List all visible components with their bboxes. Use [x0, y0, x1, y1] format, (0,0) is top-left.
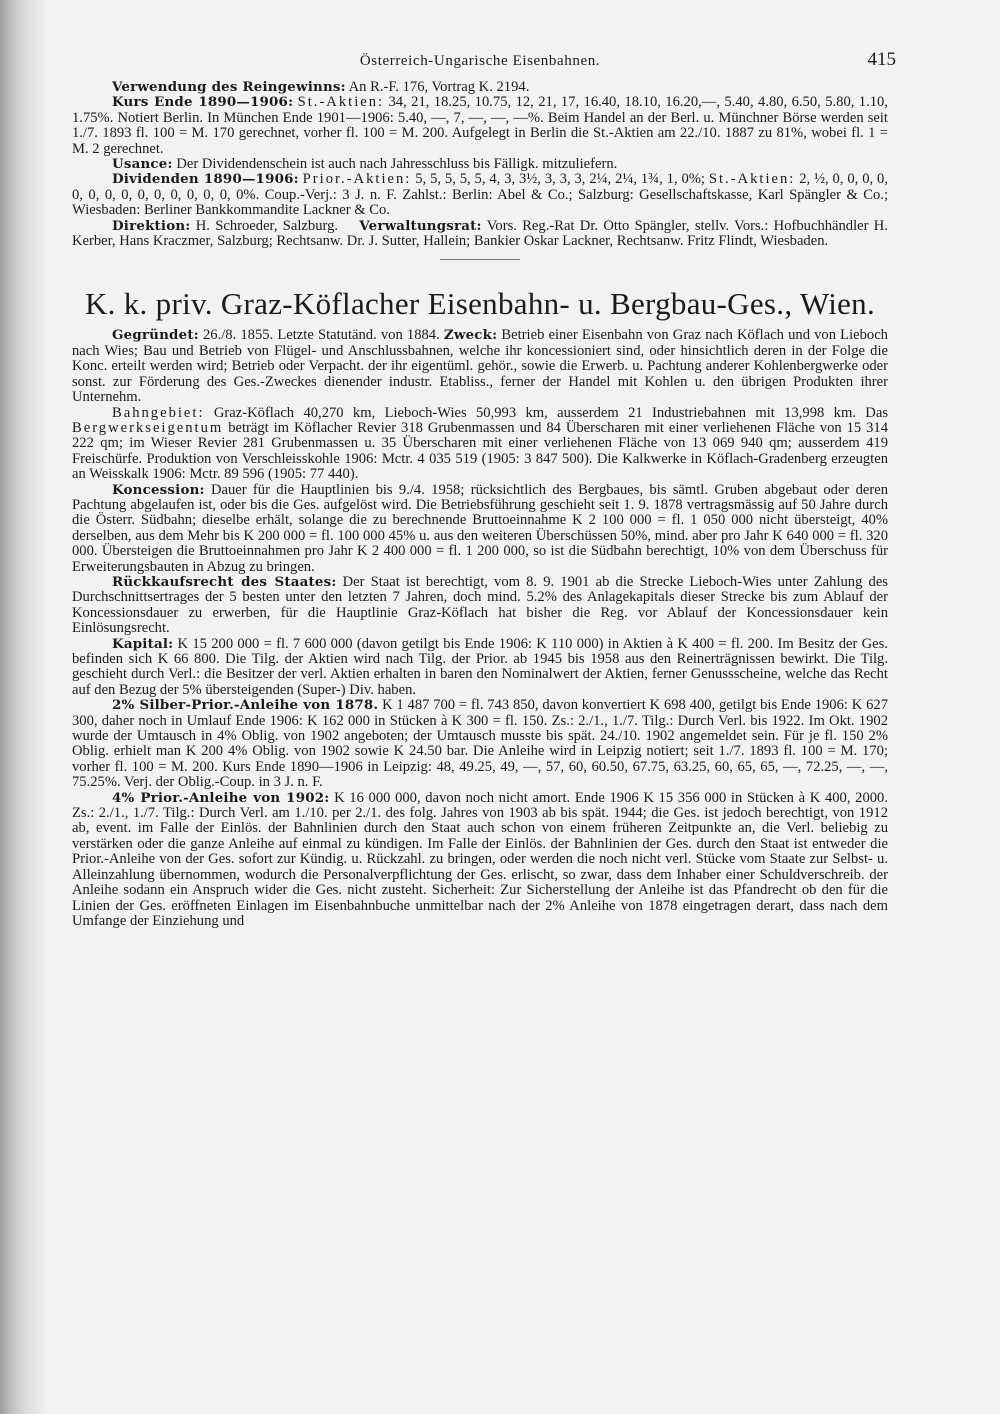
label-common-shares-2: St.-Aktien:: [708, 171, 796, 188]
page-header: [72, 49, 896, 80]
document-page: [72, 49, 896, 929]
paragraph-founded: [72, 328, 888, 405]
label-common-shares: St.-Aktien:: [297, 94, 385, 111]
paragraph-railway-area: [72, 406, 888, 483]
heading-profit-use: Verwendung des Reingewinns:: [112, 79, 346, 95]
text-buyback-right: Der Staat ist berechtigt, vom 8. 9. 1901 ab die Strecke Lieboch-Wies unter Zahlung des Durchschnittsertrages der 5 besten unter den letzten 7 Jahren, doch mind. 5.2% des Anlagekapitals dieser Strecke bis zum Ablauf der Koncessionsdauer zu erwerben, für die Hauptlinie Graz-Köflach hat bisher die Reg. vor Ablauf der Koncessionsdauer kein Einlösungsrecht.: [72, 573, 888, 637]
paragraph-loan-1902: [72, 791, 888, 930]
label-mining-property: Bergwerkseigentum: [72, 419, 224, 436]
heading-buyback-right: Rückkaufsrecht des Staates:: [112, 573, 337, 590]
paragraph-price-history: [72, 95, 888, 157]
paragraph-buyback-right: [72, 575, 888, 637]
text-purpose: Betrieb einer Eisenbahn von Graz nach Köflach und von Lieboch nach Wies; Bau und Betrieb von Flügel- und Anschlussbahnen, welche ihr koncessioniert sind, oder hinsichtlich deren in der Folge die Konc. erteilt werden wird; Betrieb oder Verpacht. der ihr eigentüml. gehör., sowie die Erwerb. u. Pachtung anderer Kohlenbergwerke oder sonst. zur Förderung des Ges.-Zweckes dienender industr. Etabliss., ferner der Handel mit Kohlen u. den übrigen Produkten ihrer Unternehm.: [72, 327, 888, 406]
heading-board: Verwaltungsrat:: [359, 217, 482, 234]
text-mining-property: beträgt im Köflacher Revier 318 Grubenmassen und 84 Überscharen mit einer verliehenen Fläche von 15 314 222 qm; im Wieser Revier 281 Grubenmassen u. 35 Überscharen mit einer verliehenen Fläche von 13 069 940 qm; ausserdem 419 Freischürfe. Produktion von Verschleisskohle 1906: Mctr. 4 035 519 (1905: 3 847 500). Die Kalkwerke in Köflach-Gradenberg erzeugten an Weisskalk 1906: Mctr. 89 596 (1905: 77 440).: [72, 419, 888, 483]
section-title: K. k. priv. Graz-Köflacher Eisenbahn- u. Bergbau-Ges., Wien.: [84, 286, 876, 322]
text-board: Vors. Reg.-Rat Dr. Otto Spängler, stellv. Vors.: Hofbuchhändler H. Kerber, Hans Kraczmer, Salzburg; Rechtsanw. Dr. J. Sutter, Hallein; Bankier Oskar Lackner, Rechtsanw. Fritz Flindt, Wiesbaden.: [72, 217, 888, 250]
heading-capital: Kapital:: [112, 635, 174, 652]
text-dividends-common: 2, ½, 0, 0, 0, 0, 0, 0, 0, 0, 0, 0, 0, 0, 0, 0, 0%. Coup.-Verj.: 3 J. n. F. Zahlst.: Berlin: Abel & Co.; Salzburg: Gesellschaftskasse, Karl Spängler & Co.; Wiesbaden: Berliner Bankkommandite Lackner & Co.: [72, 171, 888, 219]
text-railway-area: Graz-Köflach 40,270 km, Lieboch-Wies 50,993 km, ausserdem 21 Industriebahnen mit 13,998 km. Das: [213, 404, 888, 421]
text-dividends-preferred: 5, 5, 5, 5, 5, 4, 3, 3½, 3, 3, 3, 2¼, 2¼, 1¾, 1, 0%;: [415, 171, 705, 188]
heading-concession: Koncession:: [112, 481, 205, 498]
page-number: 415: [867, 49, 896, 70]
heading-founded: Gegründet:: [112, 327, 199, 344]
running-title: Österreich-Ungarische Eisenbahnen.: [359, 53, 601, 69]
heading-silver-loan: 2% Silber-Prior.-Anleihe von 1878.: [112, 697, 379, 714]
paragraph-concession: [72, 483, 888, 575]
text-founded: 26./8. 1855. Letzte Statutänd. von 1884.: [203, 327, 440, 344]
paragraph-management: [72, 219, 888, 250]
paragraph-dividends: [72, 172, 888, 218]
paragraph-profit-use: [72, 80, 888, 95]
heading-dividends: Dividenden 1890—1906:: [112, 171, 299, 188]
text-price-history: 34, 21, 18.25, 10.75, 12, 21, 17, 16.40, 18.10, 16.20,—, 5.40, 4.80, 6.50, 5.80, 1.10, 1.75%. Notiert Berlin. In München Ende 1901—1906: 5.40, —, 7, —, —, —%. Beim Handel an der Berl. u. Münchner Börse werden seit 1./7. 1893 fl. 100 = M. 170 gerechnet, vorher fl. 100 = M. 200. Aufgelegt in Berlin die St.-Aktien am 22./10. 1887 zu 81%, wobei fl. 1 = M. 2 gerechnet.: [72, 94, 888, 157]
text-usance: Der Dividendenschein ist auch nach Jahresschluss bis Fälligk. mitzuliefern.: [176, 156, 618, 173]
heading-purpose: Zweck:: [443, 327, 498, 344]
text-capital: K 15 200 000 = fl. 7 600 000 (davon getilgt bis Ende 1906: K 110 000) in Aktien à K 400 = fl. 200. Im Besitz der Ges. befinden sich K 66 800. Die Tilg. der Aktien wird nach Tilg. der Prior. ab 1945 bis 1958 aus den Reinerträgnissen bewirkt. Die Tilg. geschieht durch Verl.: die Besitzer der verl. Aktien erhalten in baren den Nominalwert der Aktien, ferner Genussscheine, welche das Recht auf den Bezug der 5% übersteigenden (Super-) Div. haben.: [72, 635, 888, 698]
label-preferred-shares: Prior.-Aktien:: [302, 171, 412, 188]
label-railway-area: Bahngebiet:: [112, 404, 205, 421]
text-direction: H. Schroeder, Salzburg.: [195, 217, 339, 234]
text-loan-1902: K 16 000 000, davon noch nicht amort. Ende 1906 K 15 356 000 in Stücken à K 400, 2000. Zs.: 2./1., 1./7. Tilg.: Durch Verl. am 1./10. per 2./1. des folg. Jahres von 1903 ab bis spät. 1944; die Ges. ist jedoch berechtigt, von 1912 ab, event. im Falle der Einlös. der Bahnlinien durch den Staat auch schon von einem früheren Zeitpunkte an, die Verl. beliebig zu verstärken oder die ganze Anleihe auf einmal zu kündigen. Im Falle der Einlös. der Bahnlinien der Ges. durch den Staat ist entweder die Prior.-Anleihe von der Ges. sofort zur Kündig. u. Rückzahl. zu bringen, oder werden die noch nicht verl. Stücke vom Staate zur Selbst- u. Alleinzahlung übernommen, wodurch die Personalverpflichtung der Ges. erlischt, so zwar, dass dem Inhaber einer Schuldverschreib. der Anleihe sodann ein Anspruch wider die Ges. nicht zusteht. Sicherheit: Zur Sicherstellung der Anleihe ist das Pfandrecht ob den für die Linien der Ges. eröffneten Einlagen im Eisenbahnbuche unmittelbar nach der 2% Anleihe von 1878 eingetragen derart, dass nach dem Umfange der Einziehung und: [72, 789, 888, 929]
text-concession: Dauer für die Hauptlinien bis 9./4. 1958; rücksichtlich des Bergbaues, bis sämtl. Gruben abgebaut oder deren Pachtung abgelaufen ist, oder bis die Ges. aufgelöst wird. Die Betriebsführung geschieht seit 1. 9. 1878 vertragsmässig auf 50 Jahre durch die Österr. Südbahn; dieselbe erhält, solange die zu berechnende Bruttoeinnahme K 2 100 000 = fl. 1 050 000 nicht übersteigt, 40% derselben, aus dem Mehr bis K 200 000 = fl. 100 000 45% u. aus den weiteren Überschüssen 50%, mind. aber pro Jahr K 640 000 = fl. 320 000. Übersteigen die Bruttoeinnahmen pro Jahr K 2 400 000 = fl. 1 200 000, so ist die Südbahn berechtigt, 10% von dem Überschuss für Erweiterungsbauten in Abzug zu bringen.: [72, 481, 888, 575]
paragraph-silver-loan: [72, 698, 888, 790]
heading-usance: Usance:: [112, 156, 173, 173]
heading-direction: Direktion:: [112, 217, 191, 234]
text-profit-use: An R.-F. 176, Vortrag K. 2194.: [348, 79, 530, 95]
paragraph-usance: [72, 157, 888, 172]
heading-price-history: Kurs Ende 1890—1906:: [112, 94, 294, 111]
text-silver-loan: K 1 487 700 = fl. 743 850, davon konvertiert K 698 400, getilgt bis Ende 1906: K 627 300, daher noch in Umlauf Ende 1906: K 162 000 in Stücken à K 300 = fl. 150. Zs.: 2./1., 1./7. Tilg.: Durch Verl. bis 1922. Im Okt. 1902 wurde der Umtausch in 4% Oblig. von 1902 angeboten; der Umtausch musste bis spät. 24./10. 1902 angemeldet sein. Für je fl. 150 2% Oblig. erhielt man K 200 4% Oblig. von 1902 sowie K 24.50 bar. Die Anleihe wird in Leipzig notiert; seit 1./7. 1893 fl. 100 = M. 170; vorher fl. 100 = M. 200. Kurs Ende 1890—1906 in Leipzig: 48, 49.25, 49, —, 57, 60, 60.50, 67.75, 63.25, 60, 65, 65, —, 72.25, —, —, 75.25%. Verj. der Oblig.-Coup. in 3 J. n. F.: [72, 697, 888, 791]
heading-loan-1902: 4% Prior.-Anleihe von 1902:: [112, 789, 330, 806]
section-divider: [440, 259, 520, 260]
book-binding-shadow: [0, 0, 48, 1414]
paragraph-capital: [72, 637, 888, 699]
